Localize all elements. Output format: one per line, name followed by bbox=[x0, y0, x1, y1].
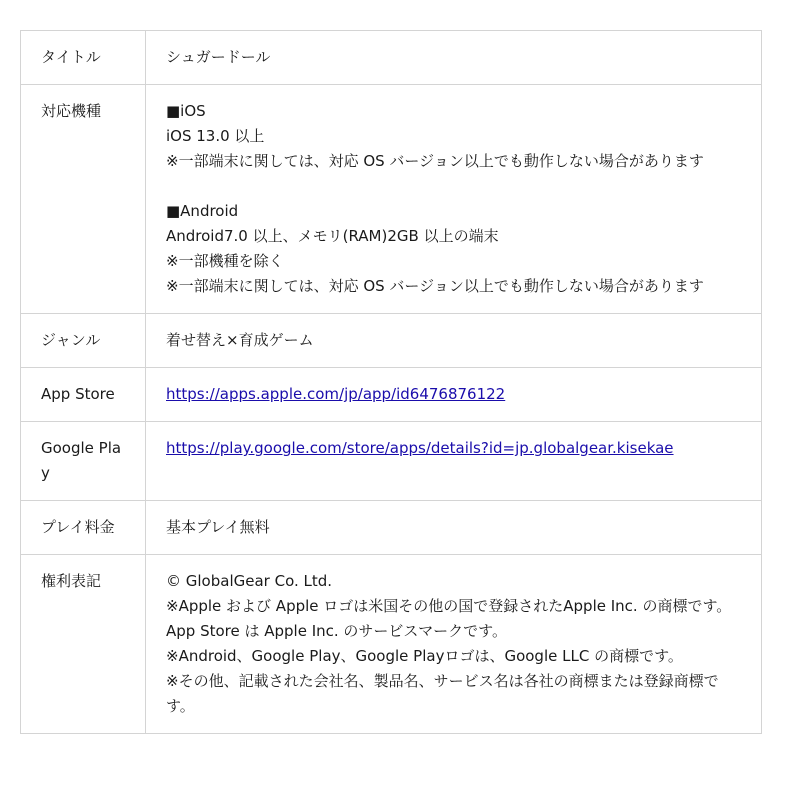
row-value-devices bbox=[146, 85, 762, 314]
row-label-copyright: 権利表記 bbox=[21, 555, 146, 734]
row-value-genre: 着せ替え×育成ゲーム bbox=[146, 314, 762, 368]
table-row-genre bbox=[21, 314, 762, 368]
row-label-devices: 対応機種 bbox=[21, 85, 146, 314]
table-row-copyright bbox=[21, 555, 762, 734]
row-label-genre: ジャンル bbox=[21, 314, 146, 368]
android-version: Android7.0 以上、メモリ(RAM)2GB 以上の端末 bbox=[166, 227, 499, 245]
row-value-copyright bbox=[146, 555, 762, 734]
row-value-app-store bbox=[146, 368, 762, 422]
row-label-google-play: Google Play bbox=[21, 422, 146, 501]
row-value-price: 基本プレイ無料 bbox=[146, 501, 762, 555]
android-note: ※一部端末に関しては、対応 OS バージョン以上でも動作しない場合があります bbox=[166, 277, 704, 295]
spacer bbox=[166, 174, 745, 199]
table-row-title bbox=[21, 31, 762, 85]
row-label-title: タイトル bbox=[21, 31, 146, 85]
table-row-app-store bbox=[21, 368, 762, 422]
copyright-line: © GlobalGear Co. Ltd. bbox=[166, 572, 333, 590]
android-exclude-note: ※一部機種を除く bbox=[166, 252, 284, 270]
row-value-google-play bbox=[146, 422, 762, 501]
other-trademarks-note: ※その他、記載された会社名、製品名、サービス名は各社の商標または登録商標です。 bbox=[166, 672, 719, 715]
google-trademark-note: ※Android、Google Play、Google Playロゴは、Google LLC の商標です。 bbox=[166, 647, 683, 665]
app-store-servicemark-note: App Store は Apple Inc. のサービスマークです。 bbox=[166, 622, 507, 640]
ios-note: ※一部端末に関しては、対応 OS バージョン以上でも動作しない場合があります bbox=[166, 152, 704, 170]
app-store-link[interactable]: https://apps.apple.com/jp/app/id6476876122 bbox=[166, 385, 506, 403]
apple-trademark-note: ※Apple および Apple ロゴは米国その他の国で登録されたApple Inc. の商標です。 bbox=[166, 597, 732, 615]
table-row-devices bbox=[21, 85, 762, 314]
row-label-app-store: App Store bbox=[21, 368, 146, 422]
row-value-title: シュガードール bbox=[146, 31, 762, 85]
table-row-price bbox=[21, 501, 762, 555]
row-label-price: プレイ料金 bbox=[21, 501, 146, 555]
ios-version: iOS 13.0 以上 bbox=[166, 127, 265, 145]
table-row-google-play bbox=[21, 422, 762, 501]
android-heading: ■Android bbox=[166, 202, 239, 220]
game-info-table bbox=[20, 30, 762, 734]
google-play-link[interactable]: https://play.google.com/store/apps/details?id=jp.globalgear.kisekae bbox=[166, 439, 674, 457]
ios-heading: ■iOS bbox=[166, 102, 206, 120]
